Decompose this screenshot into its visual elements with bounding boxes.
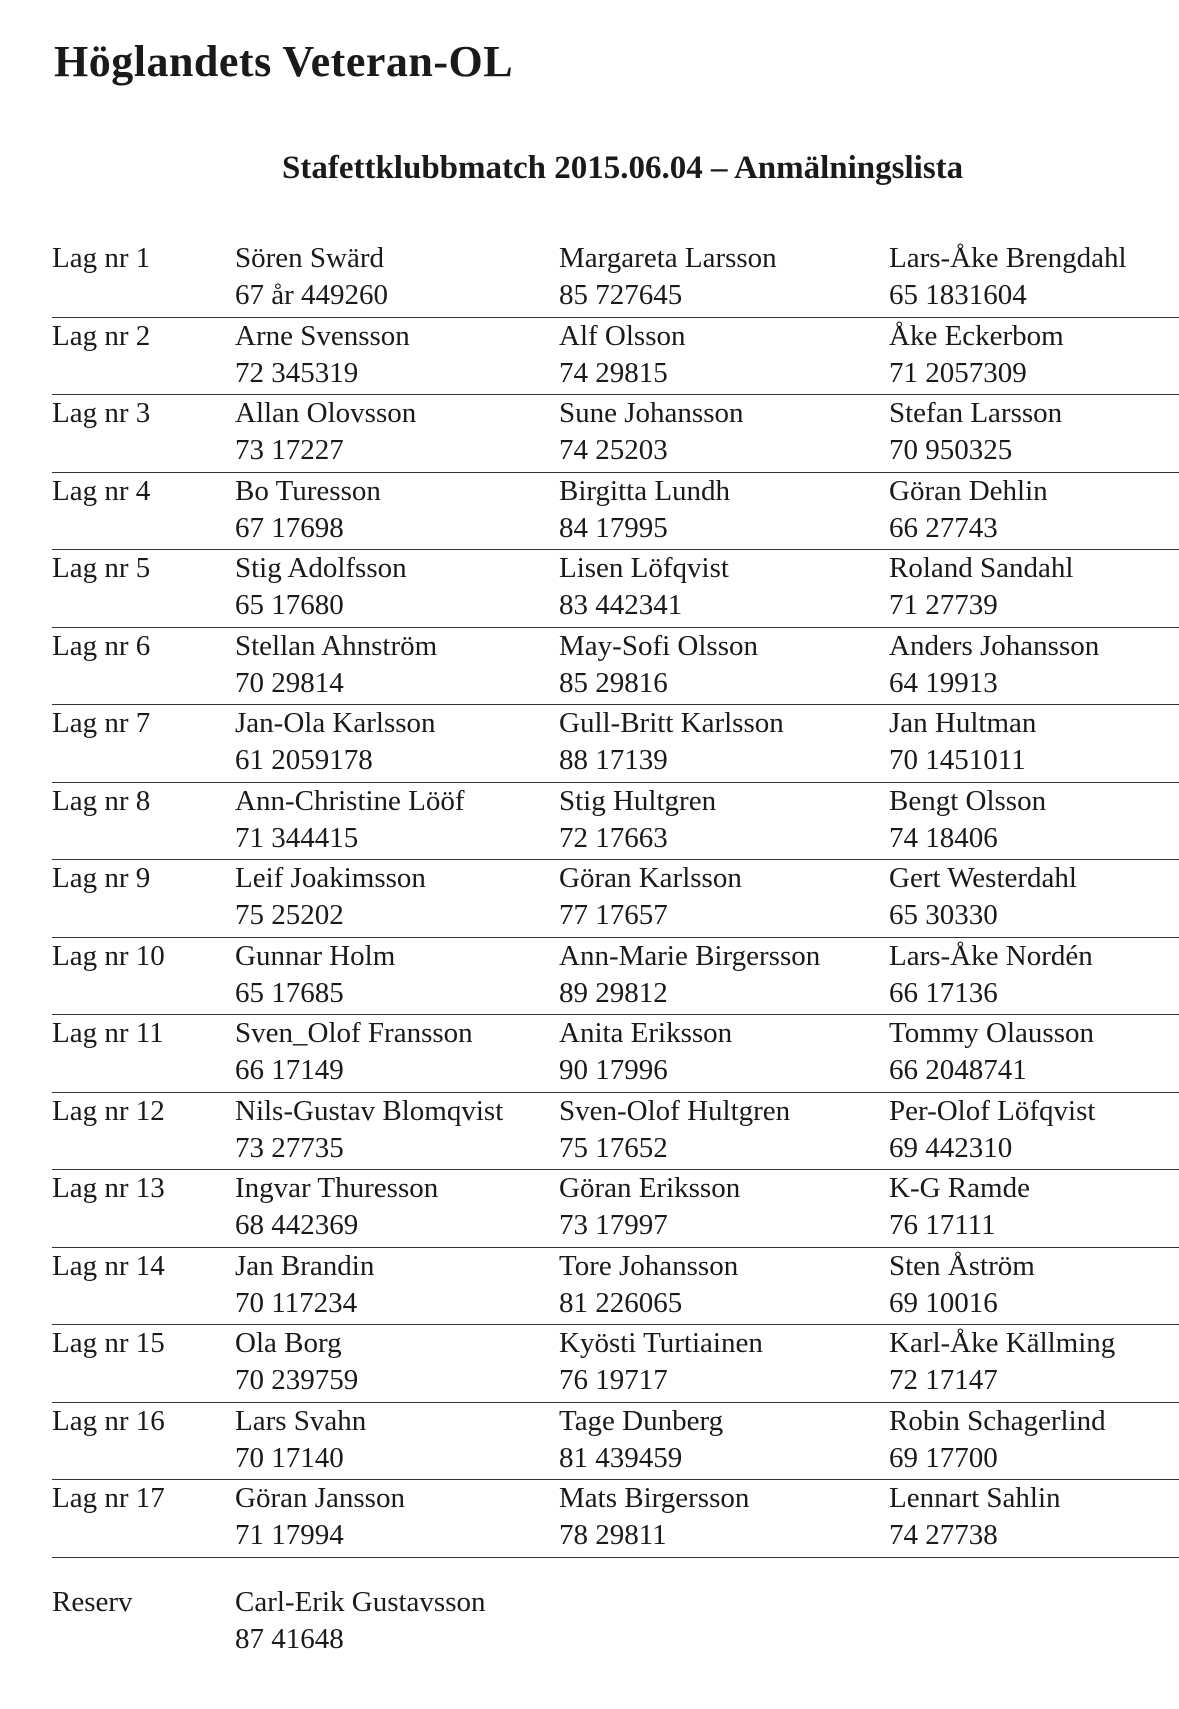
team-member xyxy=(235,1325,358,1399)
team-label: Lag nr 2 xyxy=(52,319,151,352)
team-member xyxy=(559,318,685,392)
team-label: Lag nr 5 xyxy=(52,552,151,584)
member-info: 65 30330 xyxy=(889,899,998,931)
member-info: 71 27739 xyxy=(889,589,998,621)
member-info: 81 226065 xyxy=(559,1286,683,1319)
member-name: Stellan Ahnström xyxy=(235,629,438,662)
member-info: 69 17700 xyxy=(889,1441,998,1474)
member-info: 64 19913 xyxy=(889,666,998,699)
team-member xyxy=(559,783,716,857)
member-info: 72 17147 xyxy=(889,1364,998,1396)
member-info: 65 1831604 xyxy=(889,279,1027,311)
member-name: Kyösti Turtiainen xyxy=(559,1327,763,1359)
team-member xyxy=(559,1480,749,1554)
team-member xyxy=(889,1248,1035,1322)
team-member xyxy=(889,783,1046,857)
member-name: Allan Olovsson xyxy=(235,397,417,429)
team-member xyxy=(889,1170,1030,1244)
team-row xyxy=(52,860,1179,938)
member-info: 66 27743 xyxy=(889,511,998,544)
team-row xyxy=(52,783,1179,861)
member-name: Lars-Åke Brengdahl xyxy=(889,242,1127,274)
team-label: Lag nr 9 xyxy=(52,862,151,894)
member-info: 70 117234 xyxy=(235,1286,358,1319)
member-name: Bengt Olsson xyxy=(889,784,1047,817)
team-member xyxy=(889,938,1093,1012)
member-name: Ingvar Thuresson xyxy=(235,1172,439,1204)
team-member xyxy=(889,628,1099,702)
team-member xyxy=(235,395,416,469)
team-member xyxy=(235,1015,473,1089)
member-info: 77 17657 xyxy=(559,899,668,931)
member-info: 73 17227 xyxy=(235,434,344,466)
team-row xyxy=(52,1403,1179,1481)
member-name: May-Sofi Olsson xyxy=(559,629,758,662)
member-info: 70 1451011 xyxy=(889,744,1026,776)
member-name: Ann-Christine Lööf xyxy=(235,784,465,817)
team-label: Lag nr 16 xyxy=(52,1404,165,1437)
member-name: Gull-Britt Karlsson xyxy=(559,707,784,739)
member-info: 70 17140 xyxy=(235,1441,344,1474)
reserve-member xyxy=(235,1584,486,1658)
member-name: Anders Johansson xyxy=(889,629,1100,662)
member-name: Karl-Åke Källming xyxy=(889,1327,1116,1359)
member-info: 74 18406 xyxy=(889,821,998,854)
member-info: 71 17994 xyxy=(235,1519,344,1551)
member-name: Lars-Åke Nordén xyxy=(889,939,1093,972)
member-name: Roland Sandahl xyxy=(889,552,1074,584)
team-label: Lag nr 15 xyxy=(52,1327,165,1359)
team-member xyxy=(559,1015,732,1089)
team-member xyxy=(559,860,742,934)
team-row xyxy=(52,1325,1179,1403)
team-member xyxy=(559,938,820,1012)
team-row xyxy=(52,1093,1179,1171)
member-name: Sune Johansson xyxy=(559,397,744,429)
member-name: Ola Borg xyxy=(235,1327,342,1359)
member-info: 67 17698 xyxy=(235,511,344,544)
team-member xyxy=(235,783,465,857)
member-name: Tage Dunberg xyxy=(559,1404,724,1437)
member-name: Gert Westerdahl xyxy=(889,862,1077,894)
member-info: 78 29811 xyxy=(559,1519,667,1551)
team-member xyxy=(559,1170,740,1244)
member-name: Bo Turesson xyxy=(235,474,381,507)
member-info: 72 17663 xyxy=(559,821,668,854)
member-info: 66 17149 xyxy=(235,1054,344,1086)
member-info: 66 2048741 xyxy=(889,1054,1027,1086)
team-label: Lag nr 12 xyxy=(52,1094,165,1127)
member-name: Sven_Olof Fransson xyxy=(235,1017,473,1049)
team-row xyxy=(52,938,1179,1016)
team-member xyxy=(889,240,1127,314)
member-info: 81 439459 xyxy=(559,1441,683,1474)
team-row xyxy=(52,1170,1179,1248)
member-info: 70 239759 xyxy=(235,1364,359,1396)
member-name: Carl-Erik Gustavsson xyxy=(235,1586,486,1618)
team-member xyxy=(559,240,777,314)
member-name: Lars Svahn xyxy=(235,1404,367,1437)
team-label: Lag nr 17 xyxy=(52,1482,165,1514)
member-info: 75 25202 xyxy=(235,899,344,931)
member-info: 71 344415 xyxy=(235,821,359,854)
team-member xyxy=(889,705,1036,779)
team-label: Lag nr 7 xyxy=(52,707,151,739)
team-member xyxy=(235,473,381,547)
member-info: 69 442310 xyxy=(889,1131,1013,1164)
member-info: 73 27735 xyxy=(235,1131,344,1164)
member-name: Lisen Löfqvist xyxy=(559,552,729,584)
team-row xyxy=(52,473,1179,551)
member-name: Åke Eckerbom xyxy=(889,319,1064,352)
member-name: Göran Karlsson xyxy=(559,862,742,894)
member-name: Lennart Sahlin xyxy=(889,1482,1061,1514)
member-name: Jan Brandin xyxy=(235,1249,375,1282)
team-member xyxy=(235,628,437,702)
team-label: Lag nr 8 xyxy=(52,784,151,817)
team-member xyxy=(235,1248,374,1322)
team-row xyxy=(52,318,1179,396)
member-info: 85 29816 xyxy=(559,666,668,699)
member-name: Jan Hultman xyxy=(889,707,1037,739)
member-name: Göran Dehlin xyxy=(889,474,1048,507)
member-info: 76 19717 xyxy=(559,1364,668,1396)
member-info: 70 29814 xyxy=(235,666,344,699)
member-name: Göran Eriksson xyxy=(559,1172,741,1204)
team-member xyxy=(235,240,388,314)
team-list xyxy=(52,240,1179,1558)
team-label: Lag nr 10 xyxy=(52,939,165,972)
member-name: Robin Schagerlind xyxy=(889,1404,1106,1437)
member-info: 72 345319 xyxy=(235,356,359,389)
team-member xyxy=(889,550,1073,624)
team-row xyxy=(52,705,1179,783)
reserve-label: Reserv xyxy=(52,1586,133,1618)
team-row xyxy=(52,1248,1179,1326)
member-name: Sten Åström xyxy=(889,1249,1035,1282)
member-name: Jan-Ola Karlsson xyxy=(235,707,436,739)
member-name: Mats Birgersson xyxy=(559,1482,750,1514)
team-row xyxy=(52,628,1179,706)
member-name: Anita Eriksson xyxy=(559,1017,733,1049)
member-info: 87 41648 xyxy=(235,1623,344,1655)
member-name: Göran Jansson xyxy=(235,1482,405,1514)
member-info: 90 17996 xyxy=(559,1054,668,1086)
member-name: K-G Ramde xyxy=(889,1172,1030,1204)
team-member xyxy=(889,318,1064,392)
member-info: 66 17136 xyxy=(889,976,998,1009)
team-member xyxy=(889,860,1077,934)
document-subtitle: Stafettklubbmatch 2015.06.04 – Anmälningslista xyxy=(282,150,964,186)
team-member xyxy=(235,860,426,934)
team-label: Lag nr 13 xyxy=(52,1172,165,1204)
team-member xyxy=(889,1093,1095,1167)
team-member xyxy=(235,1093,503,1167)
member-name: Ann-Marie Birgersson xyxy=(559,939,821,972)
member-info: 67 år 449260 xyxy=(235,279,389,311)
member-name: Stig Adolfsson xyxy=(235,552,407,584)
member-info: 75 17652 xyxy=(559,1131,668,1164)
member-name: Stefan Larsson xyxy=(889,397,1063,429)
member-info: 76 17111 xyxy=(889,1209,996,1241)
reserve-row xyxy=(52,1584,1179,1664)
team-member xyxy=(889,473,1048,547)
member-name: Tommy Olausson xyxy=(889,1017,1094,1049)
member-info: 74 29815 xyxy=(559,356,668,389)
member-info: 74 25203 xyxy=(559,434,668,466)
team-member xyxy=(889,1015,1094,1089)
member-info: 71 2057309 xyxy=(889,356,1027,389)
team-member xyxy=(889,395,1062,469)
member-info: 73 17997 xyxy=(559,1209,668,1241)
member-name: Arne Svensson xyxy=(235,319,410,352)
member-info: 85 727645 xyxy=(559,279,683,311)
team-label: Lag nr 4 xyxy=(52,474,151,507)
team-member xyxy=(559,1248,738,1322)
member-info: 88 17139 xyxy=(559,744,668,776)
team-member xyxy=(559,550,729,624)
team-member xyxy=(559,473,730,547)
member-info: 83 442341 xyxy=(559,589,683,621)
member-name: Leif Joakimsson xyxy=(235,862,426,894)
team-member xyxy=(889,1480,1061,1554)
team-label: Lag nr 3 xyxy=(52,397,151,429)
team-member xyxy=(235,938,395,1012)
member-name: Per-Olof Löfqvist xyxy=(889,1094,1096,1127)
team-member xyxy=(559,1403,723,1477)
team-label: Lag nr 11 xyxy=(52,1017,164,1049)
team-row xyxy=(52,1015,1179,1093)
member-info: 69 10016 xyxy=(889,1286,998,1319)
member-name: Gunnar Holm xyxy=(235,939,396,972)
team-member xyxy=(889,1325,1115,1399)
member-info: 89 29812 xyxy=(559,976,668,1009)
member-info: 74 27738 xyxy=(889,1519,998,1551)
team-row xyxy=(52,1480,1179,1558)
team-row xyxy=(52,395,1179,473)
member-name: Alf Olsson xyxy=(559,319,686,352)
team-row xyxy=(52,550,1179,628)
member-name: Sven-Olof Hultgren xyxy=(559,1094,791,1127)
team-member xyxy=(235,318,410,392)
team-member xyxy=(559,628,758,702)
member-name: Nils-Gustav Blomqvist xyxy=(235,1094,504,1127)
member-info: 65 17680 xyxy=(235,589,344,621)
team-member xyxy=(559,1093,790,1167)
team-label: Lag nr 6 xyxy=(52,629,151,662)
team-label: Lag nr 14 xyxy=(52,1249,165,1282)
team-member xyxy=(889,1403,1106,1477)
team-member xyxy=(235,1480,405,1554)
member-name: Birgitta Lundh xyxy=(559,474,731,507)
team-label: Lag nr 1 xyxy=(52,242,151,274)
member-info: 70 950325 xyxy=(889,434,1013,466)
team-member xyxy=(559,395,743,469)
team-row xyxy=(52,240,1179,318)
org-title: Höglandets Veteran-OL xyxy=(54,37,514,86)
team-member xyxy=(235,550,407,624)
member-info: 65 17685 xyxy=(235,976,344,1009)
team-member xyxy=(235,1170,438,1244)
team-member xyxy=(235,705,436,779)
team-member xyxy=(559,705,784,779)
member-info: 61 2059178 xyxy=(235,744,373,776)
member-name: Margareta Larsson xyxy=(559,242,777,274)
team-member xyxy=(559,1325,763,1399)
member-name: Tore Johansson xyxy=(559,1249,739,1282)
member-name: Sören Swärd xyxy=(235,242,385,274)
member-name: Stig Hultgren xyxy=(559,784,717,817)
member-info: 68 442369 xyxy=(235,1209,359,1241)
team-member xyxy=(235,1403,366,1477)
member-info: 84 17995 xyxy=(559,511,668,544)
